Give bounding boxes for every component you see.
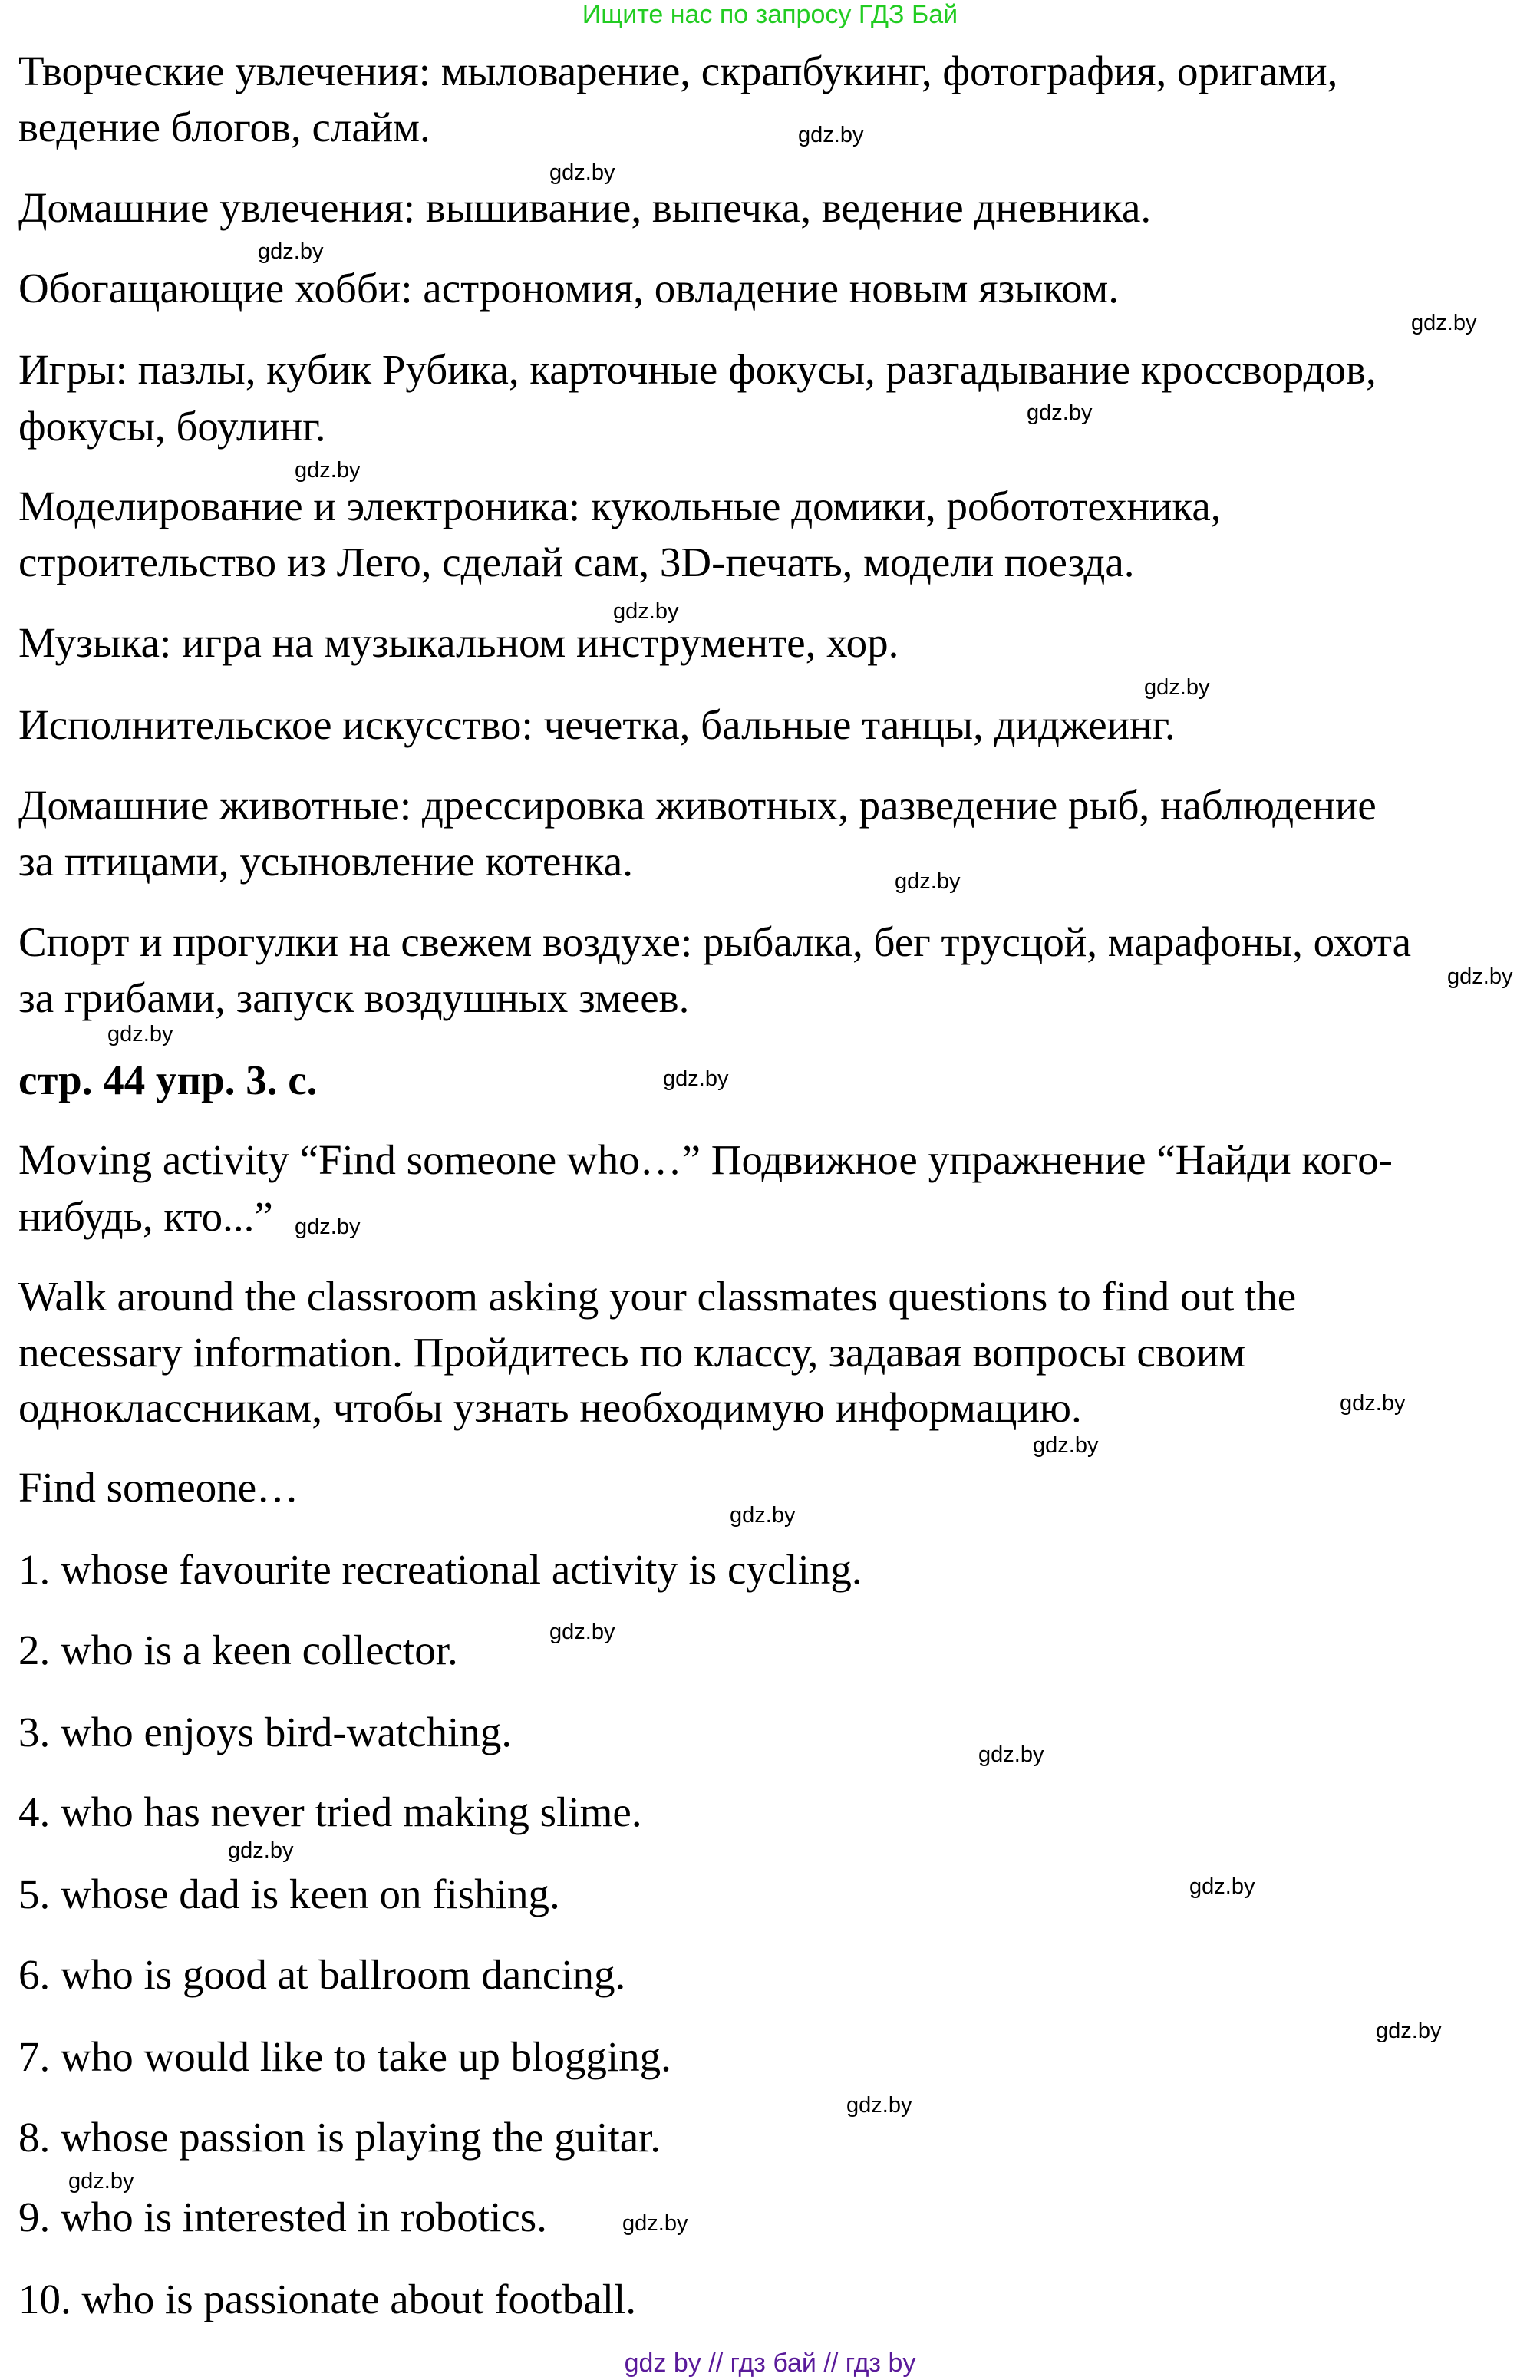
watermark: gdz.by xyxy=(978,1742,1044,1767)
watermark: gdz.by xyxy=(295,458,361,483)
text-line: 1. whose favourite recreational activity is cycling. xyxy=(18,1546,862,1593)
watermark: gdz.by xyxy=(295,1215,361,1239)
text-line: Обогащающие хобби: астрономия, овладение новым языком. xyxy=(18,265,1120,312)
watermark: gdz.by xyxy=(1376,2019,1442,2043)
watermark: gdz.by xyxy=(730,1503,796,1528)
text-line: 5. whose dad is keen on fishing. xyxy=(18,1871,560,1917)
text-line: 6. who is good at ballroom dancing. xyxy=(18,1951,626,1998)
watermark: gdz.by xyxy=(107,1022,173,1047)
watermark: gdz.by xyxy=(663,1066,729,1091)
watermark: gdz.by xyxy=(228,1838,294,1863)
watermark: gdz.by xyxy=(1447,964,1513,989)
site-footer-links[interactable]: gdz by // гдз бай // гдз by xyxy=(624,2349,916,2378)
text-line: Моделирование и электроника: кукольные домики, робототехника, xyxy=(18,483,1222,529)
watermark: gdz.by xyxy=(895,869,961,894)
watermark: gdz.by xyxy=(68,2169,134,2194)
watermark: gdz.by xyxy=(1027,401,1093,425)
text-line: 3. who enjoys bird-watching. xyxy=(18,1709,513,1755)
text-line: 2. who is a keen collector. xyxy=(18,1627,458,1673)
text-line: Walk around the classroom asking your classmates questions to find out the xyxy=(18,1273,1297,1320)
watermark: gdz.by xyxy=(1144,675,1210,700)
text-line: necessary information. Пройдитесь по классу, задавая вопросы своим xyxy=(18,1329,1246,1376)
exercise-heading: стр. 44 упр. 3. c. xyxy=(18,1056,318,1103)
text-line: Исполнительское искусство: чечетка, бальные танцы, диджеинг. xyxy=(18,701,1176,748)
text-line: 4. who has never tried making slime. xyxy=(18,1788,642,1835)
text-line: ведение блогов, слайм. xyxy=(18,104,430,150)
watermark: gdz.by xyxy=(846,2093,912,2118)
text-line: 10. who is passionate about football. xyxy=(18,2276,637,2322)
text-line: Игры: пазлы, кубик Рубика, карточные фокусы, разгадывание кроссвордов, xyxy=(18,346,1377,393)
watermark: gdz.by xyxy=(613,599,679,624)
text-line: Moving activity “Find someone who…” Подвижное упражнение “Найди кого- xyxy=(18,1136,1393,1183)
text-line: Find someone… xyxy=(18,1464,299,1511)
text-line: нибудь, кто...” xyxy=(18,1193,273,1240)
text-line: строительство из Лего, сделай сам, 3D-печать, модели поезда. xyxy=(18,539,1135,585)
text-line: 9. who is interested in robotics. xyxy=(18,2194,547,2240)
watermark: gdz.by xyxy=(1189,1874,1255,1899)
watermark: gdz.by xyxy=(1411,311,1477,335)
text-line: одноклассникам, чтобы узнать необходимую информацию. xyxy=(18,1384,1082,1431)
text-line: 7. who would like to take up blogging. xyxy=(18,2033,671,2080)
text-line: 8. whose passion is playing the guitar. xyxy=(18,2114,661,2161)
watermark: gdz.by xyxy=(1340,1391,1406,1416)
text-line: за птицами, усыновление котенка. xyxy=(18,838,633,885)
text-line: фокусы, боулинг. xyxy=(18,403,326,450)
watermark: gdz.by xyxy=(258,239,324,264)
text-line: Домашние животные: дрессировка животных, разведение рыб, наблюдение xyxy=(18,782,1377,829)
text-line: Творческие увлечения: мыловарение, скрапбукинг, фотография, оригами, xyxy=(18,48,1338,94)
watermark: gdz.by xyxy=(549,160,615,185)
watermark: gdz.by xyxy=(622,2211,688,2236)
site-header-banner: Ищите нас по запросу ГДЗ Бай xyxy=(582,0,958,29)
watermark: gdz.by xyxy=(549,1620,615,1644)
text-line: Музыка: игра на музыкальном инструменте, хор. xyxy=(18,619,899,666)
watermark: gdz.by xyxy=(1033,1433,1099,1458)
watermark: gdz.by xyxy=(798,123,864,147)
text-line: Спорт и прогулки на свежем воздухе: рыбалка, бег трусцой, марафоны, охота xyxy=(18,918,1411,965)
text-line: за грибами, запуск воздушных змеев. xyxy=(18,974,690,1021)
text-line: Домашние увлечения: вышивание, выпечка, ведение дневника. xyxy=(18,184,1152,231)
